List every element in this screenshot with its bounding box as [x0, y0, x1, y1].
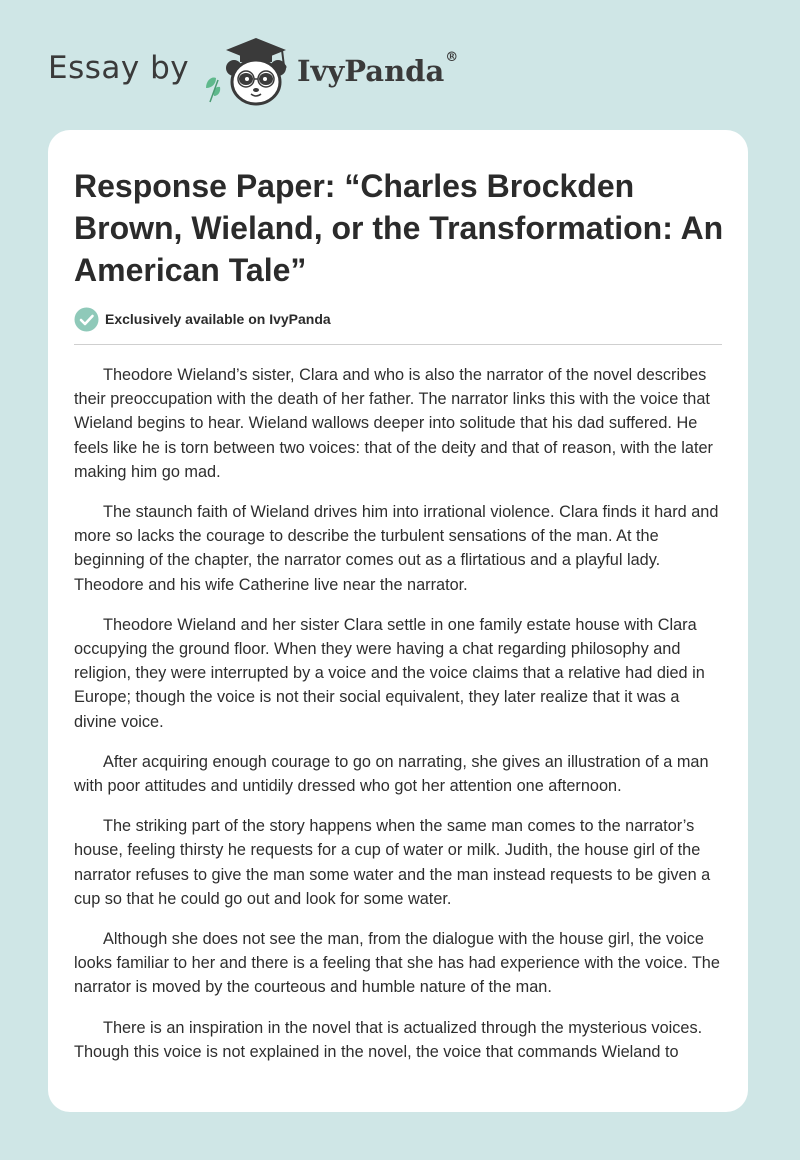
- exclusive-label: Exclusively available on IvyPanda: [105, 311, 331, 327]
- essay-card: [48, 130, 748, 1112]
- registered-mark: ®: [445, 50, 459, 65]
- paragraph: The staunch faith of Wieland drives him into irrational violence. Clara finds it hard and more so lacks the courage to describe the turbulent sensations of the man. At the beginning of the chapter, the narrator comes out as a flirtatious and a playful lady. Theodore and his wife Catherine live near the narrator.: [74, 503, 719, 594]
- paragraph: There is an inspiration in the novel that is actualized through the mysterious voices. Though this voice is not explained in the novel, the voice that commands Wieland to: [74, 1018, 703, 1061]
- paragraph: Theodore Wieland and her sister Clara settle in one family estate house with Clara occupying the ground floor. When they were having a chat regarding philosophy and religion, they were interrupted by a voice and the voice claims that a relative had died in Europe; though the voice is not their social equivalent, they later realize that it was a divine voice.: [74, 615, 705, 731]
- check-circle-icon: [74, 307, 99, 332]
- paragraph: Although she does not see the man, from the dialogue with the house girl, the voice looks familiar to her and there is a feeling that she has had experience with the voice. The narrator is moved by the courteous and humble nature of the man.: [74, 930, 720, 997]
- article-body: [74, 363, 724, 1080]
- essay-by-label: Essay by: [48, 50, 190, 86]
- site-header: [48, 36, 548, 108]
- panda-graduate-logo-icon: [200, 36, 296, 108]
- paragraph: After acquiring enough courage to go on narrating, she gives an illustration of a man with poor attitudes and untidily dressed who got her attention one afternoon.: [74, 752, 709, 796]
- exclusive-badge: [74, 306, 331, 332]
- paragraph: The striking part of the story happens when the same man comes to the narrator’s house, feeling thirsty he requests for a cup of water or milk. Judith, the house girl of the narrator refuses to give the man some water and the man instead requests to be given a cup so that he could go out and look for some water.: [74, 817, 711, 908]
- brand-name: IvyPanda®: [297, 50, 459, 88]
- paragraph: Theodore Wieland’s sister, Clara and who is also the narrator of the novel describes their preoccupation with the death of her father. The narrator links this with the voice that Wieland begins to hear. Wieland wallows deeper into solitude that his dad suffered. He feels like he is torn between two voices: that of the deity and that of reason, with the later making him go mad.: [74, 366, 713, 481]
- page-title: Response Paper: “Charles Brockden Brown, Wieland, or the Transformation: An American Tale”: [74, 168, 724, 288]
- divider: [74, 344, 722, 345]
